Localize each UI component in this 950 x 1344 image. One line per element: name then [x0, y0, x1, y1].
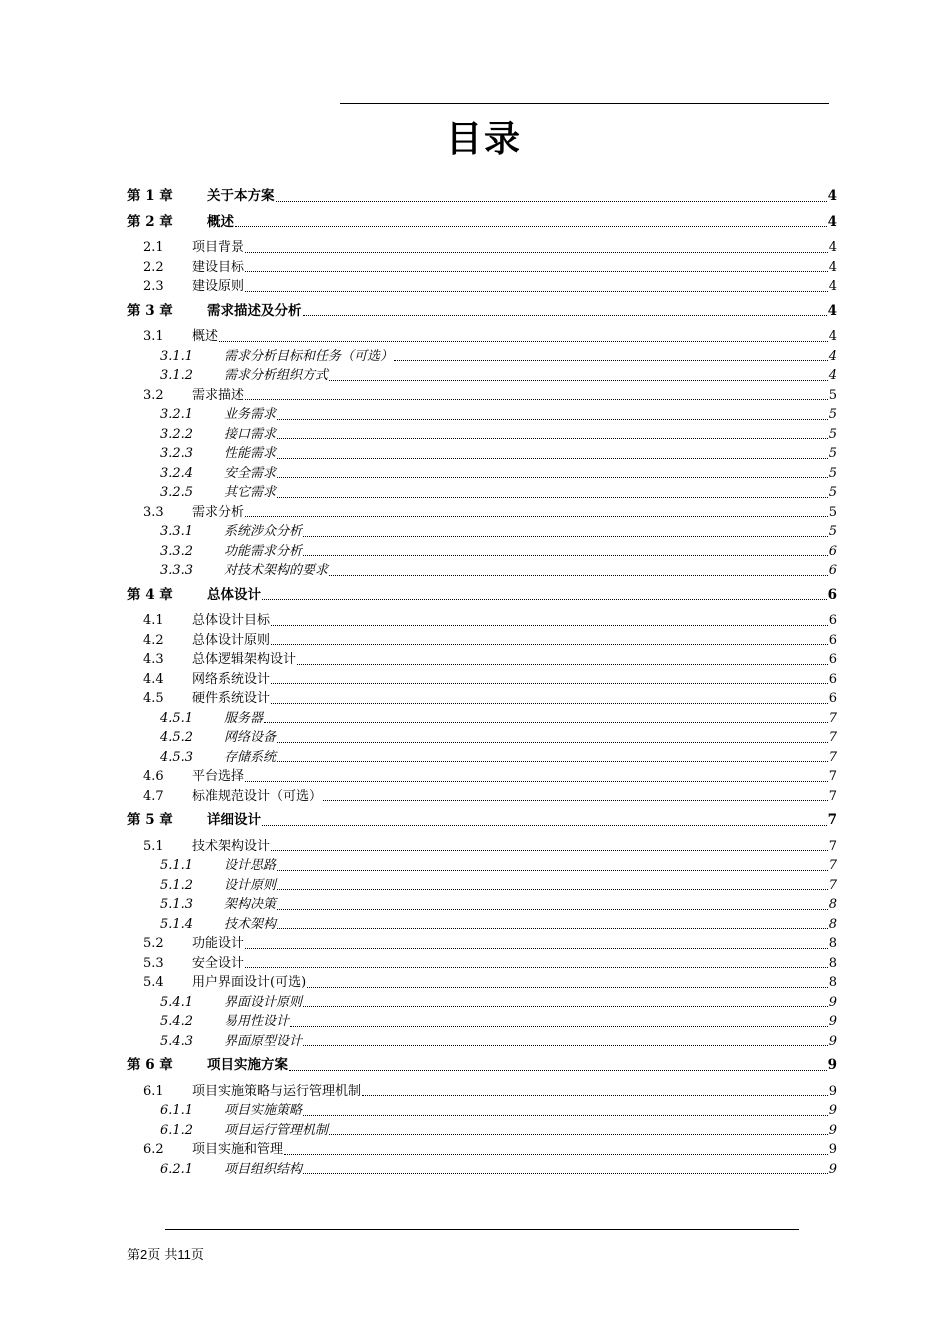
- toc-entry-level-2[interactable]: [127, 386, 837, 406]
- toc-entry-title: 设计思路: [224, 858, 277, 873]
- toc-dot-leader: [329, 380, 828, 381]
- toc-dot-leader: [245, 399, 828, 400]
- toc-entry-number: 3.3.2: [160, 543, 194, 559]
- toc-entry-level-3[interactable]: [127, 1160, 837, 1180]
- footer-suffix: 页: [190, 1248, 204, 1263]
- toc-entry-level-3[interactable]: [127, 1101, 837, 1121]
- toc-entry-number: 4.4: [143, 671, 164, 687]
- toc-entry-title: 详细设计: [207, 812, 261, 828]
- toc-dot-leader: [245, 781, 828, 782]
- toc-entry-title: 需求描述及分析: [207, 302, 302, 319]
- toc-entry-page-number: 9: [828, 1083, 837, 1099]
- toc-dot-leader: [277, 458, 828, 459]
- toc-entry-title: 存储系统: [224, 749, 277, 765]
- toc-entry-level-2[interactable]: [127, 611, 837, 631]
- toc-entry-page-number: 7: [828, 838, 837, 854]
- toc-entry-title: 项目实施策略与运行管理机制: [192, 1083, 362, 1099]
- toc-entry-level-3[interactable]: [127, 856, 837, 876]
- toc-entry-level-1[interactable]: [127, 586, 837, 606]
- toc-entry-page-number: 7: [828, 730, 837, 745]
- toc-entry-number: 5.4.1: [160, 994, 194, 1010]
- toc-entry-level-2[interactable]: [127, 689, 837, 709]
- toc-dot-leader: [303, 536, 828, 537]
- toc-entry-page-number: 5: [828, 387, 837, 403]
- toc-entry-page-number: 6: [828, 691, 837, 706]
- toc-entry-title: 项目实施方案: [207, 1057, 288, 1073]
- toc-dot-leader: [271, 683, 828, 684]
- toc-dot-leader: [289, 1070, 827, 1071]
- toc-dot-leader: [264, 722, 828, 723]
- toc-entry-level-3[interactable]: [127, 993, 837, 1013]
- toc-entry-page-number: 4: [828, 368, 837, 383]
- toc-entry-number: 3.2: [143, 387, 164, 403]
- toc-dot-leader: [277, 870, 828, 871]
- toc-entry-number: 第 3 章: [127, 302, 173, 319]
- toc-entry-level-3[interactable]: [127, 748, 837, 768]
- toc-entry-title: 项目背景: [192, 240, 245, 255]
- toc-entry-number: 4.7: [143, 788, 164, 804]
- toc-dot-leader: [303, 1045, 828, 1046]
- toc-entry-page-number: 8: [828, 936, 837, 951]
- toc-entry-number: 6.1.1: [160, 1103, 194, 1118]
- toc-entry-level-2[interactable]: [127, 973, 837, 993]
- toc-entry-page-number: 9: [828, 1103, 837, 1118]
- toc-entry-title: 标准规范设计（可选）: [192, 788, 323, 804]
- toc-entry-page-number: 9: [828, 1142, 837, 1157]
- toc-entry-title: 易用性设计: [224, 1014, 290, 1029]
- toc-entry-title: 硬件系统设计: [192, 691, 271, 706]
- toc-entry-page-number: 9: [827, 1057, 837, 1073]
- toc-entry-level-1[interactable]: [127, 302, 837, 322]
- toc-entry-number: 2.3: [143, 279, 164, 294]
- toc-dot-leader: [262, 825, 827, 826]
- toc-entry-title: 设计原则: [224, 877, 277, 893]
- toc-entry-page-number: 9: [828, 1033, 837, 1049]
- toc-entry-title: 接口需求: [224, 426, 277, 442]
- toc-entry-page-number: 9: [828, 1014, 837, 1029]
- toc-entry-level-3[interactable]: [127, 728, 837, 748]
- toc-entry-title: 总体设计原则: [192, 632, 271, 648]
- toc-entry-title: 项目实施和管理: [192, 1142, 284, 1157]
- toc-entry-level-3[interactable]: [127, 1121, 837, 1141]
- toc-entry-page-number: 7: [827, 812, 837, 828]
- toc-entry-page-number: 6: [828, 563, 837, 578]
- toc-dot-leader: [323, 800, 828, 801]
- toc-entry-number: 5.1.1: [160, 858, 194, 873]
- toc-entry-title: 安全设计: [192, 955, 245, 971]
- toc-dot-leader: [277, 497, 828, 498]
- toc-entry-number: 3.2.3: [160, 446, 194, 461]
- toc-entry-number: 第 4 章: [127, 586, 173, 603]
- toc-entry-number: 4.1: [143, 613, 164, 628]
- toc-entry-title: 网络系统设计: [192, 671, 271, 687]
- toc-entry-level-3[interactable]: [127, 444, 837, 464]
- toc-entry-number: 5.4.2: [160, 1014, 194, 1029]
- toc-entry-page-number: 8: [828, 916, 837, 932]
- toc-entry-page-number: 6: [827, 586, 837, 603]
- toc-entry-page-number: 9: [828, 1122, 837, 1138]
- toc-entry-level-3[interactable]: [127, 876, 837, 896]
- toc-entry-title: 项目运行管理机制: [224, 1122, 329, 1138]
- toc-entry-title: 建设目标: [192, 259, 245, 275]
- toc-dot-leader: [271, 644, 828, 645]
- toc-dot-leader: [329, 575, 828, 576]
- toc-entry-page-number: 9: [828, 994, 837, 1010]
- footer-prefix: 第: [127, 1248, 141, 1263]
- toc-entry-number: 第 5 章: [127, 812, 173, 828]
- toc-entry-level-3[interactable]: [127, 709, 837, 729]
- toc-entry-page-number: 4: [828, 259, 837, 275]
- toc-entry-number: 5.1: [143, 838, 164, 854]
- toc-entry-number: 6.2.1: [160, 1161, 194, 1177]
- toc-entry-page-number: 7: [828, 788, 837, 804]
- toc-entry-level-1[interactable]: [127, 187, 837, 207]
- toc-entry-page-number: 8: [828, 975, 837, 990]
- toc-entry-title: 项目实施策略: [224, 1103, 303, 1118]
- toc-dot-leader: [276, 201, 827, 202]
- toc-entry-title: 安全需求: [224, 465, 277, 481]
- table-of-contents: [127, 184, 837, 1179]
- toc-entry-number: 5.4: [143, 975, 164, 990]
- toc-entry-level-2[interactable]: [127, 238, 837, 258]
- toc-dot-leader: [303, 555, 828, 556]
- toc-entry-page-number: 4: [828, 279, 837, 294]
- toc-entry-page-number: 5: [828, 524, 837, 539]
- toc-dot-leader: [271, 850, 828, 851]
- toc-entry-level-3[interactable]: [127, 895, 837, 915]
- toc-entry-page-number: 5: [828, 504, 837, 520]
- toc-entry-level-2[interactable]: [127, 767, 837, 787]
- toc-dot-leader: [245, 252, 828, 253]
- toc-dot-leader: [271, 625, 828, 626]
- toc-entry-level-2[interactable]: [127, 631, 837, 651]
- toc-entry-title: 架构决策: [224, 897, 277, 912]
- toc-entry-page-number: 9: [828, 1161, 837, 1177]
- toc-dot-leader: [303, 1115, 828, 1116]
- toc-dot-leader: [245, 967, 828, 968]
- toc-entry-level-1[interactable]: [127, 213, 837, 233]
- toc-entry-title: 功能设计: [192, 936, 245, 951]
- toc-entry-number: 3.2.5: [160, 485, 194, 500]
- toc-entry-page-number: 4: [827, 302, 837, 319]
- toc-entry-title: 总体设计: [207, 586, 261, 603]
- toc-entry-number: 3.2.4: [160, 465, 194, 481]
- toc-entry-page-number: 4: [827, 213, 837, 230]
- toc-entry-number: 5.3: [143, 955, 164, 971]
- toc-entry-title: 性能需求: [224, 446, 277, 461]
- toc-entry-level-1[interactable]: [127, 811, 837, 831]
- toc-entry-title: 功能需求分析: [224, 543, 303, 559]
- toc-entry-level-2[interactable]: [127, 934, 837, 954]
- toc-entry-level-3[interactable]: [127, 915, 837, 935]
- toc-entry-number: 第 6 章: [127, 1057, 173, 1073]
- toc-entry-title: 总体设计目标: [192, 613, 271, 628]
- toc-entry-number: 3.3: [143, 504, 164, 520]
- toc-entry-page-number: 4: [827, 188, 837, 204]
- toc-entry-level-2[interactable]: [127, 1140, 837, 1160]
- toc-entry-page-number: 7: [828, 877, 837, 893]
- toc-entry-title: 网络设备: [224, 730, 277, 745]
- toc-entry-number: 3.1.2: [160, 368, 194, 383]
- toc-entry-title: 项目组织结构: [224, 1161, 303, 1177]
- toc-entry-title: 技术架构设计: [192, 838, 271, 854]
- footer-rule: [165, 1229, 799, 1230]
- toc-entry-page-number: 4: [828, 329, 837, 344]
- toc-entry-page-number: 7: [828, 710, 837, 726]
- toc-entry-title: 用户界面设计(可选): [192, 975, 307, 990]
- toc-entry-title: 需求描述: [192, 387, 245, 403]
- toc-entry-page-number: 8: [828, 955, 837, 971]
- toc-entry-level-2[interactable]: [127, 277, 837, 297]
- toc-entry-number: 4.5: [143, 691, 164, 706]
- toc-dot-leader: [219, 341, 828, 342]
- toc-entry-level-3[interactable]: [127, 522, 837, 542]
- toc-entry-title: 平台选择: [192, 769, 245, 784]
- toc-entry-page-number: 6: [828, 652, 837, 667]
- toc-entry-title: 业务需求: [224, 407, 277, 422]
- toc-dot-leader: [245, 948, 828, 949]
- toc-entry-title: 对技术架构的要求: [224, 563, 329, 578]
- toc-entry-level-2[interactable]: [127, 837, 837, 857]
- toc-dot-leader: [245, 291, 828, 292]
- toc-entry-title: 总体逻辑架构设计: [192, 652, 297, 667]
- toc-entry-number: 4.5.3: [160, 749, 194, 765]
- toc-entry-page-number: 5: [828, 485, 837, 500]
- toc-entry-level-2[interactable]: [127, 670, 837, 690]
- header-rule: [340, 103, 829, 104]
- page-title: 目录: [445, 119, 522, 160]
- toc-entry-level-2[interactable]: [127, 1082, 837, 1102]
- toc-entry-level-2[interactable]: [127, 650, 837, 670]
- toc-entry-number: 5.1.2: [160, 877, 194, 893]
- page-footer: [127, 1245, 204, 1266]
- toc-entry-page-number: 5: [828, 426, 837, 442]
- toc-entry-level-2[interactable]: [127, 503, 837, 523]
- toc-dot-leader: [277, 438, 828, 439]
- toc-dot-leader: [303, 1006, 828, 1007]
- toc-dot-leader: [290, 1026, 828, 1027]
- toc-dot-leader: [271, 703, 828, 704]
- toc-entry-title: 技术架构: [224, 916, 277, 932]
- toc-entry-number: 3.3.1: [160, 524, 194, 539]
- toc-entry-page-number: 4: [828, 348, 837, 364]
- toc-entry-title: 概述: [192, 329, 219, 344]
- toc-entry-page-number: 6: [828, 543, 837, 559]
- toc-entry-number: 5.4.3: [160, 1033, 194, 1049]
- toc-entry-number: 2.1: [143, 240, 164, 255]
- toc-dot-leader: [245, 271, 828, 272]
- toc-entry-number: 4.6: [143, 769, 164, 784]
- toc-entry-level-3[interactable]: [127, 1032, 837, 1052]
- toc-entry-page-number: 4: [828, 240, 837, 255]
- toc-entry-page-number: 6: [828, 632, 837, 648]
- toc-entry-number: 3.3.3: [160, 563, 194, 578]
- toc-entry-title: 需求分析目标和任务（可选）: [224, 348, 394, 364]
- toc-dot-leader: [235, 226, 827, 227]
- toc-entry-level-3[interactable]: [127, 405, 837, 425]
- toc-dot-leader: [262, 599, 827, 600]
- toc-dot-leader: [277, 419, 828, 420]
- toc-entry-page-number: 6: [828, 671, 837, 687]
- toc-dot-leader: [277, 742, 828, 743]
- toc-entry-level-3[interactable]: [127, 366, 837, 386]
- toc-entry-level-2[interactable]: [127, 954, 837, 974]
- toc-entry-level-1[interactable]: [127, 1056, 837, 1076]
- toc-entry-number: 6.2: [143, 1142, 164, 1157]
- toc-dot-leader: [277, 477, 828, 478]
- toc-entry-level-3[interactable]: [127, 561, 837, 581]
- toc-dot-leader: [284, 1154, 828, 1155]
- toc-entry-number: 5.1.3: [160, 897, 194, 912]
- toc-dot-leader: [394, 360, 828, 361]
- toc-entry-number: 3.2.1: [160, 407, 194, 422]
- toc-dot-leader: [277, 761, 828, 762]
- toc-entry-number: 4.2: [143, 632, 164, 648]
- toc-dot-leader: [245, 516, 828, 517]
- toc-entry-page-number: 7: [828, 769, 837, 784]
- toc-entry-title: 服务器: [224, 710, 264, 726]
- toc-entry-number: 第 1 章: [127, 188, 173, 204]
- toc-entry-number: 2.2: [143, 259, 164, 275]
- toc-entry-page-number: 5: [828, 446, 837, 461]
- toc-entry-number: 4.5.2: [160, 730, 194, 745]
- toc-entry-level-3[interactable]: [127, 542, 837, 562]
- toc-entry-title: 需求分析: [192, 504, 245, 520]
- toc-entry-level-2[interactable]: [127, 258, 837, 278]
- toc-entry-title: 建设原则: [192, 279, 245, 294]
- toc-entry-number: 3.1: [143, 329, 164, 344]
- toc-entry-page-number: 7: [828, 858, 837, 873]
- toc-dot-leader: [329, 1134, 828, 1135]
- toc-entry-page-number: 5: [828, 407, 837, 422]
- toc-entry-number: 3.1.1: [160, 348, 194, 364]
- toc-entry-number: 5.2: [143, 936, 164, 951]
- toc-entry-level-3[interactable]: [127, 347, 837, 367]
- toc-entry-number: 6.1.2: [160, 1122, 194, 1138]
- toc-entry-level-2[interactable]: [127, 327, 837, 347]
- toc-dot-leader: [303, 315, 827, 316]
- toc-entry-page-number: 6: [828, 613, 837, 628]
- toc-entry-number: 第 2 章: [127, 213, 173, 230]
- toc-entry-level-2[interactable]: [127, 787, 837, 807]
- toc-entry-number: 4.5.1: [160, 710, 194, 726]
- toc-entry-level-3[interactable]: [127, 464, 837, 484]
- toc-entry-level-3[interactable]: [127, 1012, 837, 1032]
- toc-entry-number: 5.1.4: [160, 916, 194, 932]
- toc-dot-leader: [297, 664, 828, 665]
- toc-dot-leader: [307, 987, 828, 988]
- toc-entry-title: 概述: [207, 213, 234, 230]
- toc-dot-leader: [303, 1173, 828, 1174]
- footer-mid: 页 共: [147, 1248, 178, 1263]
- footer-current-page: 2: [140, 1247, 148, 1262]
- toc-entry-title: 界面设计原则: [224, 994, 303, 1010]
- toc-entry-level-3[interactable]: [127, 483, 837, 503]
- toc-entry-page-number: 7: [828, 749, 837, 765]
- toc-entry-title: 界面原型设计: [224, 1033, 303, 1049]
- toc-dot-leader: [277, 928, 828, 929]
- toc-dot-leader: [277, 909, 828, 910]
- toc-entry-number: 6.1: [143, 1083, 164, 1099]
- footer-total-pages: 11: [177, 1247, 191, 1262]
- toc-entry-number: 4.3: [143, 652, 164, 667]
- toc-entry-number: 3.2.2: [160, 426, 194, 442]
- toc-entry-title: 需求分析组织方式: [224, 368, 329, 383]
- toc-entry-page-number: 5: [828, 465, 837, 481]
- toc-entry-title: 其它需求: [224, 485, 277, 500]
- toc-dot-leader: [362, 1095, 828, 1096]
- toc-entry-title: 关于本方案: [207, 188, 275, 204]
- toc-dot-leader: [277, 889, 828, 890]
- toc-entry-level-3[interactable]: [127, 425, 837, 445]
- toc-entry-title: 系统涉众分析: [224, 524, 303, 539]
- toc-entry-page-number: 8: [828, 897, 837, 912]
